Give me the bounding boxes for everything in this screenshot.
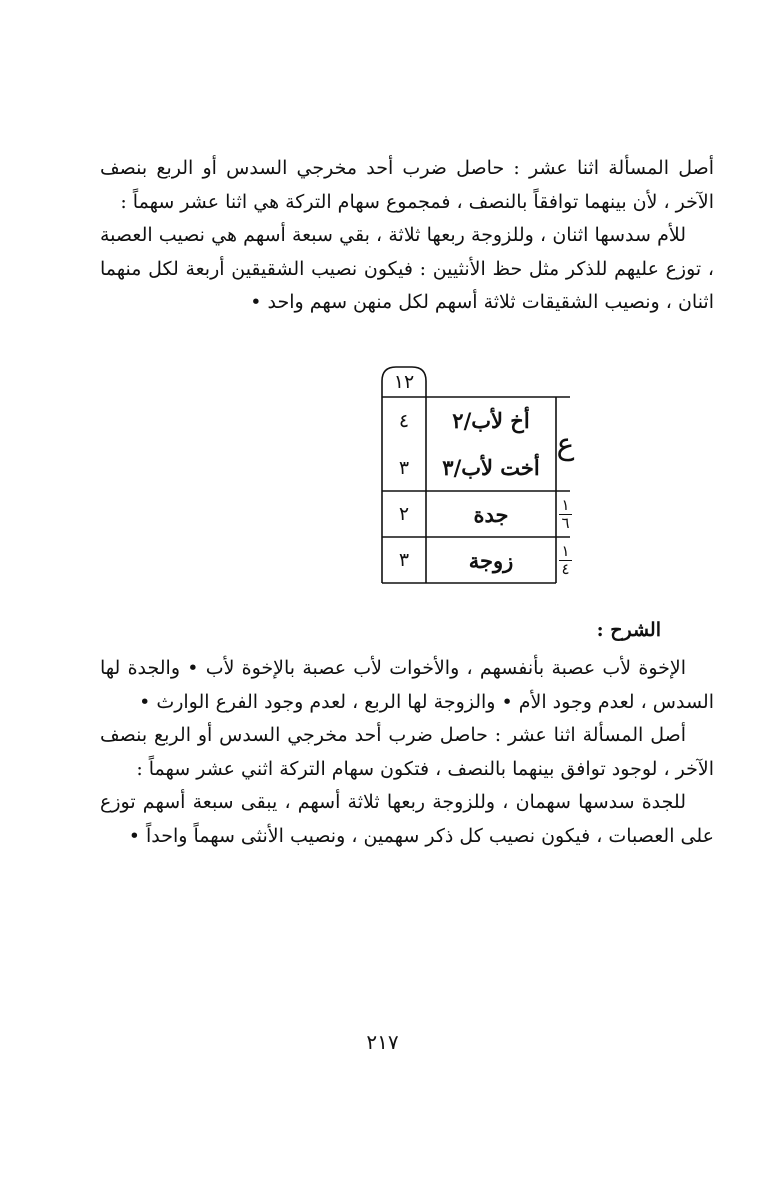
main-paragraph	[100, 152, 714, 320]
heir-cell: زوجة	[468, 547, 514, 573]
heir-cell: جدة	[473, 501, 509, 527]
heir-cell: أخ لأب/٢	[452, 408, 530, 433]
fraction-numerator: ١	[561, 495, 570, 514]
share-cell: ٣	[398, 549, 410, 571]
share-cell: ٣	[398, 456, 410, 479]
residuary-mark: ع	[556, 426, 575, 462]
share-cell: ٢	[398, 503, 410, 525]
sharh-heading: الشرح :	[596, 619, 661, 641]
sharh-paragraph	[100, 652, 714, 853]
fraction-sixth	[556, 491, 575, 537]
shares-distribution-text: للأم سدسها اثنان ، وللزوجة ربعها ثلاثة ، بقي سبعة أسهم هي نصيب العصبة ، توزع عليهم للذكر مثل حظ الأنثيين : فيكون نصيب الشقيقين أربعة لكل منهما اثنان ، ونصيب الشقيقات ثلاثة أسهم لكل منهن سهم واحد •	[100, 224, 714, 313]
inheritance-table	[380, 365, 575, 587]
sharh-heirs-text: الإخوة لأب عصبة بأنفسهم ، والأخوات لأب عصبة بالإخوة لأب • والجدة لها السدس ، لعدم وجود الأم • والزوجة لها الربع ، لعدم وجود الفرع الوارث •	[100, 657, 714, 713]
total-shares: ١٢	[393, 371, 415, 393]
fraction-quarter	[556, 537, 575, 583]
share-cell: ٤	[398, 409, 410, 432]
page-number: ٢١٧	[366, 1030, 399, 1054]
sharh-origin-text: أصل المسألة اثنا عشر : حاصل ضرب أحد مخرجي السدس أو الربع بنصف الآخر ، لوجود توافق بينهما بالنصف ، فتكون سهام التركة اثني عشر سهماً :	[100, 724, 714, 780]
fraction-denominator: ٤	[561, 559, 570, 578]
fraction-denominator: ٦	[561, 513, 570, 532]
fraction-numerator: ١	[561, 541, 570, 560]
problem-origin-text: أصل المسألة اثنا عشر : حاصل ضرب أحد مخرجي السدس أو الربع بنصف الآخر ، لأن بينهما توافقاً بالنصف ، فمجموع سهام التركة هي اثنا عشر سهماً :	[100, 157, 714, 213]
sharh-shares-text: للجدة سدسها سهمان ، وللزوجة ربعها ثلاثة أسهم ، يبقى سبعة أسهم توزع على العصبات ، فيكون نصيب كل ذكر سهمين ، ونصيب الأنثى سهماً واحداً •	[100, 791, 714, 847]
heir-cell: أخت لأب/٣	[442, 455, 540, 480]
